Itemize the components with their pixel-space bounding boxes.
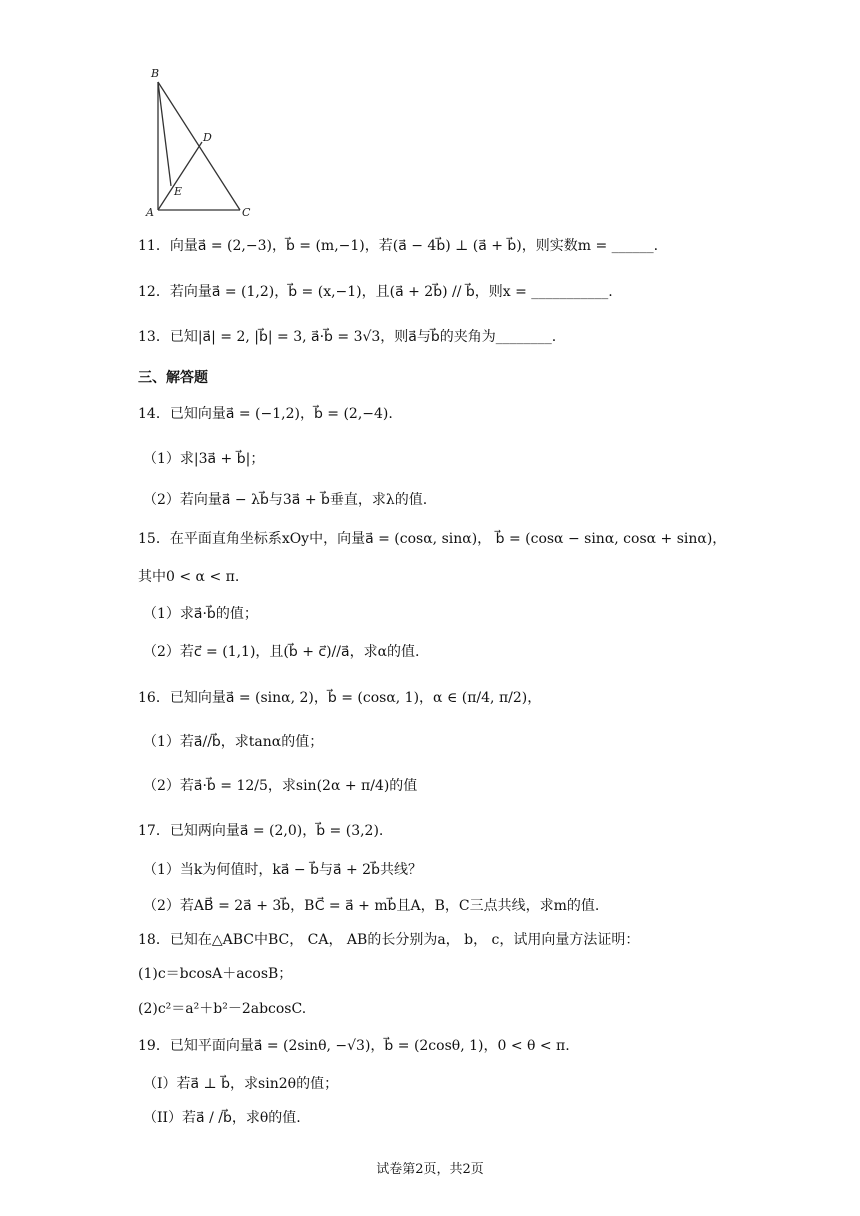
problem-15: 15．在平面直角坐标系xOy中，向量a⃗ = (cosα, sinα)， b⃗ = (cosα − sinα, cosα + sinα)，	[138, 531, 727, 547]
problem-18-part-2: (2)c²＝a²＋b²－2abcosC.	[138, 1001, 307, 1017]
triangle-figure	[140, 64, 270, 224]
problem-15-part-1: （1）求a⃗·b⃗的值；	[143, 606, 258, 622]
label-b: B	[151, 67, 160, 80]
problem-16: 16．已知向量a⃗ = (sinα, 2)，b⃗ = (cosα, 1)，α ∈ (π/4, π/2)，	[138, 690, 542, 706]
segment-ad	[158, 142, 202, 210]
problem-17: 17．已知两向量a⃗ = (2,0)，b⃗ = (3,2).	[138, 823, 384, 839]
section-heading: 三、解答题	[138, 370, 208, 386]
problem-19-part-2: （II）若a⃗ / /b⃗，求θ的值.	[143, 1110, 301, 1126]
problem-17-part-2: （2）若AB⃗ = 2a⃗ + 3b⃗，BC⃗ = a⃗ + mb⃗且A，B，C三点共线，求m的值.	[143, 898, 600, 914]
problem-18: 18．已知在△ABC中BC， CA， AB的长分别为a， b， c，试用向量方法证明：	[138, 932, 640, 948]
question-11: 11．向量a⃗ = (2,−3)，b⃗ = (m,−1)，若(a⃗ − 4b⃗) ⊥ (a⃗ + b⃗)，则实数m = ______.	[138, 238, 659, 254]
page-footer: 试卷第2页，共2页	[376, 1162, 484, 1177]
label-c: C	[242, 206, 251, 219]
question-13: 13．已知|a⃗| = 2, |b⃗| = 3, a⃗·b⃗ = 3√3，则a⃗与b⃗的夹角为________.	[138, 329, 557, 345]
label-e: E	[174, 185, 183, 198]
problem-19: 19．已知平面向量a⃗ = (2sinθ, −√3)，b⃗ = (2cosθ, 1)，0 < θ < π.	[138, 1038, 570, 1054]
label-d: D	[203, 131, 212, 144]
problem-15-part-2: （2）若c⃗ = (1,1)，且(b⃗ + c⃗)//a⃗，求α的值.	[143, 644, 420, 660]
problem-14-part-1: （1）求|3a⃗ + b⃗|；	[143, 451, 265, 467]
problem-14: 14．已知向量a⃗ = (−1,2)，b⃗ = (2,−4).	[138, 406, 393, 422]
problem-19-part-1: （I）若a⃗ ⊥ b⃗，求sin2θ的值；	[143, 1076, 339, 1092]
problem-14-part-2: （2）若向量a⃗ − λb⃗与3a⃗ + b⃗垂直，求λ的值.	[143, 492, 428, 508]
question-12: 12．若向量a⃗ = (1,2)，b⃗ = (x,−1)，且(a⃗ + 2b⃗) // b⃗，则x = ___________.	[138, 284, 613, 300]
problem-18-part-1: (1)c＝bcosA＋acosB；	[138, 966, 293, 982]
problem-17-part-1: （1）当k为何值时，ka⃗ − b⃗与a⃗ + 2b⃗共线？	[143, 862, 422, 878]
label-a: A	[146, 206, 154, 219]
problem-15-cont: 其中0 < α < π.	[138, 569, 240, 585]
segment-be	[158, 82, 171, 186]
problem-16-part-1: （1）若a⃗//b⃗，求tanα的值；	[143, 734, 324, 750]
problem-16-part-2: （2）若a⃗·b⃗ = 12/5，求sin(2α + π/4)的值	[143, 778, 418, 794]
